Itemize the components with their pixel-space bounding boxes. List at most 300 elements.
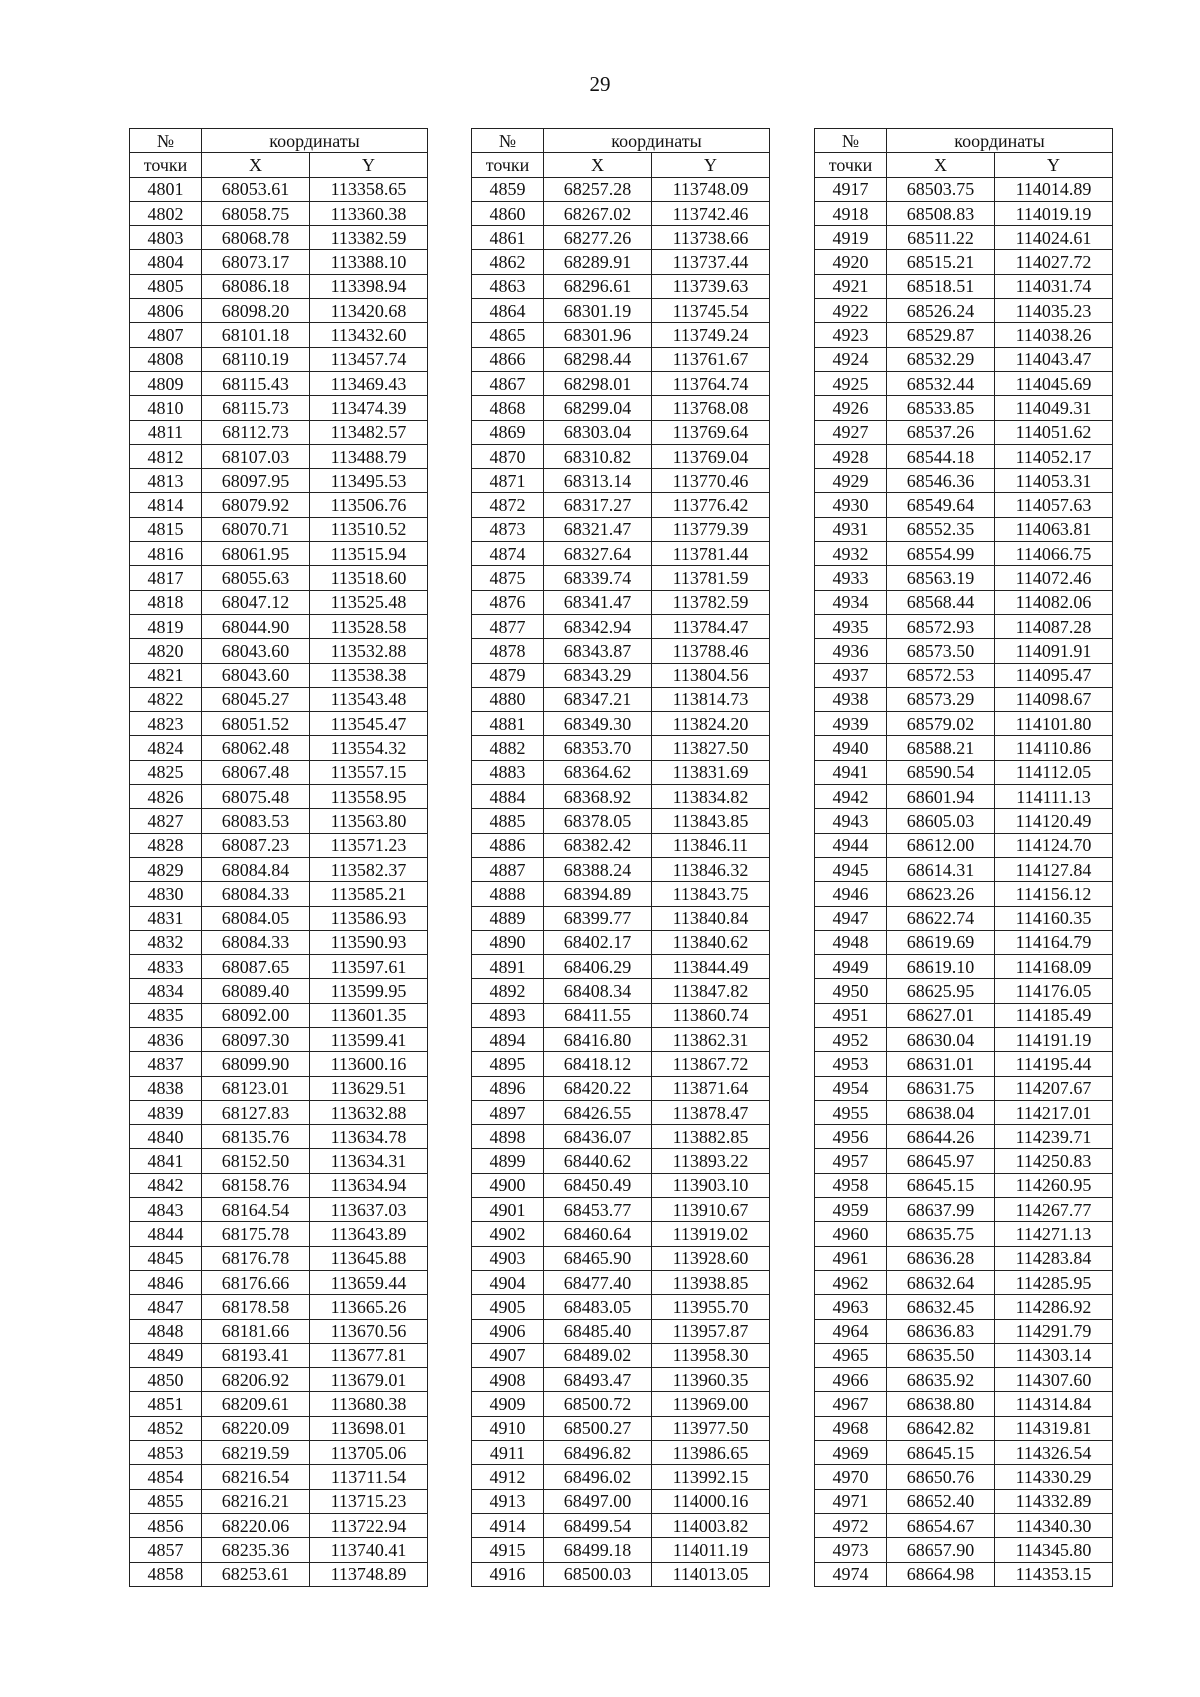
x-coordinate-cell: 68477.40 — [544, 1270, 652, 1294]
y-coordinate-cell: 113538.38 — [310, 663, 428, 687]
x-coordinate-cell: 68216.21 — [202, 1489, 310, 1513]
x-coordinate-cell: 68289.91 — [544, 250, 652, 274]
table-row — [130, 469, 428, 493]
point-number-cell: 4943 — [815, 809, 887, 833]
x-coordinate-cell: 68579.02 — [887, 712, 995, 736]
y-coordinate-cell: 114066.75 — [995, 542, 1113, 566]
point-number-cell: 4817 — [130, 566, 202, 590]
x-coordinate-cell: 68533.85 — [887, 396, 995, 420]
point-number-cell: 4868 — [472, 396, 544, 420]
y-coordinate-cell: 114111.13 — [995, 785, 1113, 809]
coordinates-table-2 — [471, 128, 770, 1587]
table-row — [472, 1538, 770, 1562]
y-coordinate-cell: 113992.15 — [652, 1465, 770, 1489]
table-row — [472, 1368, 770, 1392]
table-row — [815, 1513, 1113, 1537]
point-number-cell: 4915 — [472, 1538, 544, 1562]
table-row — [472, 760, 770, 784]
table-row — [472, 542, 770, 566]
y-coordinate-cell: 113737.44 — [652, 250, 770, 274]
table-row — [472, 201, 770, 225]
y-coordinate-cell: 113398.94 — [310, 274, 428, 298]
x-coordinate-cell: 68321.47 — [544, 517, 652, 541]
table-row — [472, 323, 770, 347]
x-coordinate-cell: 68053.61 — [202, 177, 310, 201]
table-row — [472, 1222, 770, 1246]
x-coordinate-cell: 68083.53 — [202, 809, 310, 833]
y-coordinate-cell: 113506.76 — [310, 493, 428, 517]
point-number-cell: 4803 — [130, 226, 202, 250]
y-coordinate-cell: 113632.88 — [310, 1100, 428, 1124]
x-coordinate-cell: 68416.80 — [544, 1027, 652, 1051]
y-coordinate-cell: 113677.81 — [310, 1343, 428, 1367]
x-coordinate-cell: 68070.71 — [202, 517, 310, 541]
x-coordinate-cell: 68503.75 — [887, 177, 995, 201]
table-row — [472, 955, 770, 979]
y-coordinate-cell: 114168.09 — [995, 955, 1113, 979]
table-row — [815, 760, 1113, 784]
x-coordinate-cell: 68573.29 — [887, 687, 995, 711]
table-row — [130, 687, 428, 711]
y-coordinate-cell: 113680.38 — [310, 1392, 428, 1416]
y-coordinate-cell: 113637.03 — [310, 1198, 428, 1222]
y-coordinate-cell: 113722.94 — [310, 1513, 428, 1537]
table-row — [130, 1343, 428, 1367]
x-coordinate-cell: 68537.26 — [887, 420, 995, 444]
point-number-cell: 4878 — [472, 639, 544, 663]
y-coordinate-cell: 114191.19 — [995, 1027, 1113, 1051]
y-coordinate-cell: 113665.26 — [310, 1295, 428, 1319]
x-coordinate-cell: 68123.01 — [202, 1076, 310, 1100]
table-row — [472, 1489, 770, 1513]
header-coordinates: координаты — [544, 129, 770, 153]
y-coordinate-cell: 114110.86 — [995, 736, 1113, 760]
table-row — [815, 469, 1113, 493]
point-number-cell: 4805 — [130, 274, 202, 298]
x-coordinate-cell: 68619.10 — [887, 955, 995, 979]
point-number-cell: 4967 — [815, 1392, 887, 1416]
table-row — [130, 226, 428, 250]
point-number-cell: 4888 — [472, 882, 544, 906]
y-coordinate-cell: 114098.67 — [995, 687, 1113, 711]
y-coordinate-cell: 114011.19 — [652, 1538, 770, 1562]
point-number-cell: 4900 — [472, 1173, 544, 1197]
table-row — [815, 201, 1113, 225]
point-number-cell: 4920 — [815, 250, 887, 274]
y-coordinate-cell: 113919.02 — [652, 1222, 770, 1246]
y-coordinate-cell: 114038.26 — [995, 323, 1113, 347]
point-number-cell: 4919 — [815, 226, 887, 250]
point-number-cell: 4830 — [130, 882, 202, 906]
x-coordinate-cell: 68638.04 — [887, 1100, 995, 1124]
point-number-cell: 4910 — [472, 1416, 544, 1440]
y-coordinate-cell: 113871.64 — [652, 1076, 770, 1100]
y-coordinate-cell: 114267.77 — [995, 1198, 1113, 1222]
x-coordinate-cell: 68310.82 — [544, 444, 652, 468]
x-coordinate-cell: 68499.54 — [544, 1513, 652, 1537]
y-coordinate-cell: 114000.16 — [652, 1489, 770, 1513]
y-coordinate-cell: 114091.91 — [995, 639, 1113, 663]
page-number: 29 — [589, 72, 611, 96]
y-coordinate-cell: 114207.67 — [995, 1076, 1113, 1100]
x-coordinate-cell: 68650.76 — [887, 1465, 995, 1489]
y-coordinate-cell: 113958.30 — [652, 1343, 770, 1367]
y-coordinate-cell: 113645.88 — [310, 1246, 428, 1270]
table-row — [815, 785, 1113, 809]
table-row — [815, 1149, 1113, 1173]
point-number-cell: 4801 — [130, 177, 202, 201]
y-coordinate-cell: 113599.95 — [310, 979, 428, 1003]
x-coordinate-cell: 68087.23 — [202, 833, 310, 857]
table-row — [130, 347, 428, 371]
point-number-cell: 4828 — [130, 833, 202, 857]
x-coordinate-cell: 68175.78 — [202, 1222, 310, 1246]
y-coordinate-cell: 113388.10 — [310, 250, 428, 274]
table-row — [815, 590, 1113, 614]
y-coordinate-cell: 113867.72 — [652, 1052, 770, 1076]
table-row — [472, 274, 770, 298]
x-coordinate-cell: 68301.19 — [544, 299, 652, 323]
table-row — [130, 955, 428, 979]
table-row — [130, 250, 428, 274]
point-number-cell: 4895 — [472, 1052, 544, 1076]
y-coordinate-cell: 113740.41 — [310, 1538, 428, 1562]
y-coordinate-cell: 113844.49 — [652, 955, 770, 979]
y-coordinate-cell: 113679.01 — [310, 1368, 428, 1392]
table-row — [130, 177, 428, 201]
x-coordinate-cell: 68089.40 — [202, 979, 310, 1003]
x-coordinate-cell: 68631.75 — [887, 1076, 995, 1100]
x-coordinate-cell: 68623.26 — [887, 882, 995, 906]
table-row — [130, 1538, 428, 1562]
y-coordinate-cell: 113510.52 — [310, 517, 428, 541]
table-row — [130, 760, 428, 784]
header-point: точки — [472, 153, 544, 177]
y-coordinate-cell: 113846.32 — [652, 857, 770, 881]
point-number-cell: 4869 — [472, 420, 544, 444]
table-row — [815, 1562, 1113, 1586]
point-number-cell: 4836 — [130, 1027, 202, 1051]
table-row — [130, 809, 428, 833]
x-coordinate-cell: 68099.90 — [202, 1052, 310, 1076]
point-number-cell: 4928 — [815, 444, 887, 468]
point-number-cell: 4938 — [815, 687, 887, 711]
y-coordinate-cell: 113634.94 — [310, 1173, 428, 1197]
point-number-cell: 4807 — [130, 323, 202, 347]
point-number-cell: 4809 — [130, 371, 202, 395]
y-coordinate-cell: 114045.69 — [995, 371, 1113, 395]
table-row — [815, 736, 1113, 760]
x-coordinate-cell: 68075.48 — [202, 785, 310, 809]
x-coordinate-cell: 68546.36 — [887, 469, 995, 493]
x-coordinate-cell: 68193.41 — [202, 1343, 310, 1367]
x-coordinate-cell: 68044.90 — [202, 614, 310, 638]
table-row — [472, 517, 770, 541]
point-number-cell: 4802 — [130, 201, 202, 225]
table-row — [130, 1198, 428, 1222]
x-coordinate-cell: 68508.83 — [887, 201, 995, 225]
point-number-cell: 4899 — [472, 1149, 544, 1173]
table-row — [472, 420, 770, 444]
x-coordinate-cell: 68642.82 — [887, 1416, 995, 1440]
table-row — [130, 833, 428, 857]
point-number-cell: 4844 — [130, 1222, 202, 1246]
x-coordinate-cell: 68500.72 — [544, 1392, 652, 1416]
y-coordinate-cell: 114303.14 — [995, 1343, 1113, 1367]
table-row — [130, 517, 428, 541]
point-number-cell: 4921 — [815, 274, 887, 298]
point-number-cell: 4897 — [472, 1100, 544, 1124]
x-coordinate-cell: 68493.47 — [544, 1368, 652, 1392]
y-coordinate-cell: 113360.38 — [310, 201, 428, 225]
x-coordinate-cell: 68500.27 — [544, 1416, 652, 1440]
table-row — [130, 396, 428, 420]
point-number-cell: 4853 — [130, 1441, 202, 1465]
y-coordinate-cell: 113482.57 — [310, 420, 428, 444]
point-number-cell: 4924 — [815, 347, 887, 371]
table-row — [130, 1003, 428, 1027]
point-number-cell: 4850 — [130, 1368, 202, 1392]
y-coordinate-cell: 113761.67 — [652, 347, 770, 371]
table-row — [815, 1270, 1113, 1294]
point-number-cell: 4969 — [815, 1441, 887, 1465]
table-row — [130, 274, 428, 298]
point-number-cell: 4825 — [130, 760, 202, 784]
point-number-cell: 4960 — [815, 1222, 887, 1246]
point-number-cell: 4949 — [815, 955, 887, 979]
table-row — [130, 1027, 428, 1051]
table-row — [815, 1392, 1113, 1416]
point-number-cell: 4867 — [472, 371, 544, 395]
point-number-cell: 4889 — [472, 906, 544, 930]
table-row — [472, 663, 770, 687]
y-coordinate-cell: 114307.60 — [995, 1368, 1113, 1392]
table-row — [815, 420, 1113, 444]
y-coordinate-cell: 114285.95 — [995, 1270, 1113, 1294]
x-coordinate-cell: 68652.40 — [887, 1489, 995, 1513]
x-coordinate-cell: 68619.69 — [887, 930, 995, 954]
x-coordinate-cell: 68394.89 — [544, 882, 652, 906]
table-row — [472, 493, 770, 517]
x-coordinate-cell: 68632.64 — [887, 1270, 995, 1294]
y-coordinate-cell: 113969.00 — [652, 1392, 770, 1416]
y-coordinate-cell: 114345.80 — [995, 1538, 1113, 1562]
x-coordinate-cell: 68632.45 — [887, 1295, 995, 1319]
x-coordinate-cell: 68098.20 — [202, 299, 310, 323]
y-coordinate-cell: 113659.44 — [310, 1270, 428, 1294]
point-number-cell: 4810 — [130, 396, 202, 420]
y-coordinate-cell: 114124.70 — [995, 833, 1113, 857]
table-row — [472, 1027, 770, 1051]
point-number-cell: 4862 — [472, 250, 544, 274]
y-coordinate-cell: 113585.21 — [310, 882, 428, 906]
point-number-cell: 4863 — [472, 274, 544, 298]
x-coordinate-cell: 68563.19 — [887, 566, 995, 590]
point-number-cell: 4835 — [130, 1003, 202, 1027]
header-number: № — [815, 129, 887, 153]
x-coordinate-cell: 68590.54 — [887, 760, 995, 784]
coordinates-table-3 — [814, 128, 1113, 1587]
y-coordinate-cell: 114195.44 — [995, 1052, 1113, 1076]
table-row — [815, 809, 1113, 833]
y-coordinate-cell: 113769.64 — [652, 420, 770, 444]
x-coordinate-cell: 68630.04 — [887, 1027, 995, 1051]
y-coordinate-cell: 113358.65 — [310, 177, 428, 201]
table-row — [130, 323, 428, 347]
y-coordinate-cell: 113474.39 — [310, 396, 428, 420]
x-coordinate-cell: 68181.66 — [202, 1319, 310, 1343]
x-coordinate-cell: 68112.73 — [202, 420, 310, 444]
point-number-cell: 4823 — [130, 712, 202, 736]
point-number-cell: 4806 — [130, 299, 202, 323]
x-coordinate-cell: 68450.49 — [544, 1173, 652, 1197]
y-coordinate-cell: 114330.29 — [995, 1465, 1113, 1489]
point-number-cell: 4874 — [472, 542, 544, 566]
point-number-cell: 4912 — [472, 1465, 544, 1489]
table-row — [815, 226, 1113, 250]
x-coordinate-cell: 68497.00 — [544, 1489, 652, 1513]
point-number-cell: 4821 — [130, 663, 202, 687]
y-coordinate-cell: 114260.95 — [995, 1173, 1113, 1197]
y-coordinate-cell: 113847.82 — [652, 979, 770, 1003]
table-row — [815, 566, 1113, 590]
point-number-cell: 4957 — [815, 1149, 887, 1173]
x-coordinate-cell: 68135.76 — [202, 1125, 310, 1149]
table-row — [130, 1173, 428, 1197]
table-row — [472, 833, 770, 857]
x-coordinate-cell: 68097.30 — [202, 1027, 310, 1051]
y-coordinate-cell: 114095.47 — [995, 663, 1113, 687]
table-row — [130, 736, 428, 760]
table-row — [815, 906, 1113, 930]
y-coordinate-cell: 113955.70 — [652, 1295, 770, 1319]
table-row — [130, 906, 428, 930]
table-row — [472, 1392, 770, 1416]
table-row — [815, 955, 1113, 979]
x-coordinate-cell: 68301.96 — [544, 323, 652, 347]
x-coordinate-cell: 68483.05 — [544, 1295, 652, 1319]
table-row — [472, 1441, 770, 1465]
point-number-cell: 4804 — [130, 250, 202, 274]
y-coordinate-cell: 113528.58 — [310, 614, 428, 638]
table-row — [130, 542, 428, 566]
table-row — [130, 371, 428, 395]
x-coordinate-cell: 68084.33 — [202, 930, 310, 954]
y-coordinate-cell: 113745.54 — [652, 299, 770, 323]
table-row — [130, 639, 428, 663]
header-coordinates: координаты — [202, 129, 428, 153]
table-row — [815, 1319, 1113, 1343]
y-coordinate-cell: 114053.31 — [995, 469, 1113, 493]
header-x: X — [887, 153, 995, 177]
point-number-cell: 4951 — [815, 1003, 887, 1027]
y-coordinate-cell: 113831.69 — [652, 760, 770, 784]
table-row — [472, 1076, 770, 1100]
y-coordinate-cell: 113597.61 — [310, 955, 428, 979]
table-row — [815, 1173, 1113, 1197]
y-coordinate-cell: 113563.80 — [310, 809, 428, 833]
header-x: X — [202, 153, 310, 177]
point-number-cell: 4923 — [815, 323, 887, 347]
header-number: № — [130, 129, 202, 153]
table-row — [815, 614, 1113, 638]
table-row — [130, 1100, 428, 1124]
point-number-cell: 4939 — [815, 712, 887, 736]
x-coordinate-cell: 68515.21 — [887, 250, 995, 274]
y-coordinate-cell: 113986.65 — [652, 1441, 770, 1465]
y-coordinate-cell: 113525.48 — [310, 590, 428, 614]
y-coordinate-cell: 113834.82 — [652, 785, 770, 809]
point-number-cell: 4961 — [815, 1246, 887, 1270]
point-number-cell: 4970 — [815, 1465, 887, 1489]
table-row — [130, 1052, 428, 1076]
table-row — [472, 226, 770, 250]
table-row — [472, 979, 770, 1003]
table-row — [472, 1513, 770, 1537]
y-coordinate-cell: 114332.89 — [995, 1489, 1113, 1513]
point-number-cell: 4966 — [815, 1368, 887, 1392]
table-row — [815, 833, 1113, 857]
table-row — [815, 542, 1113, 566]
point-number-cell: 4833 — [130, 955, 202, 979]
x-coordinate-cell: 68418.12 — [544, 1052, 652, 1076]
y-coordinate-cell: 113457.74 — [310, 347, 428, 371]
table-row — [815, 687, 1113, 711]
table-row — [815, 274, 1113, 298]
y-coordinate-cell: 113518.60 — [310, 566, 428, 590]
y-coordinate-cell: 114101.80 — [995, 712, 1113, 736]
point-number-cell: 4877 — [472, 614, 544, 638]
y-coordinate-cell: 114291.79 — [995, 1319, 1113, 1343]
x-coordinate-cell: 68043.60 — [202, 639, 310, 663]
point-number-cell: 4815 — [130, 517, 202, 541]
x-coordinate-cell: 68084.05 — [202, 906, 310, 930]
y-coordinate-cell: 113543.48 — [310, 687, 428, 711]
point-number-cell: 4819 — [130, 614, 202, 638]
table-row — [815, 979, 1113, 1003]
point-number-cell: 4965 — [815, 1343, 887, 1367]
point-number-cell: 4880 — [472, 687, 544, 711]
table-row — [815, 1538, 1113, 1562]
x-coordinate-cell: 68079.92 — [202, 493, 310, 517]
y-coordinate-cell: 113698.01 — [310, 1416, 428, 1440]
x-coordinate-cell: 68343.29 — [544, 663, 652, 687]
x-coordinate-cell: 68601.94 — [887, 785, 995, 809]
table-row — [472, 614, 770, 638]
x-coordinate-cell: 68489.02 — [544, 1343, 652, 1367]
y-coordinate-cell: 113846.11 — [652, 833, 770, 857]
point-number-cell: 4946 — [815, 882, 887, 906]
table-row — [472, 1562, 770, 1586]
x-coordinate-cell: 68235.36 — [202, 1538, 310, 1562]
table-row — [472, 1465, 770, 1489]
point-number-cell: 4820 — [130, 639, 202, 663]
table-row — [130, 1149, 428, 1173]
x-coordinate-cell: 68349.30 — [544, 712, 652, 736]
table-row — [472, 882, 770, 906]
point-number-cell: 4956 — [815, 1125, 887, 1149]
y-coordinate-cell: 113840.84 — [652, 906, 770, 930]
y-coordinate-cell: 113788.46 — [652, 639, 770, 663]
y-coordinate-cell: 114176.05 — [995, 979, 1113, 1003]
x-coordinate-cell: 68532.29 — [887, 347, 995, 371]
x-coordinate-cell: 68554.99 — [887, 542, 995, 566]
x-coordinate-cell: 68055.63 — [202, 566, 310, 590]
point-number-cell: 4855 — [130, 1489, 202, 1513]
x-coordinate-cell: 68327.64 — [544, 542, 652, 566]
y-coordinate-cell: 114250.83 — [995, 1149, 1113, 1173]
table-row — [815, 444, 1113, 468]
